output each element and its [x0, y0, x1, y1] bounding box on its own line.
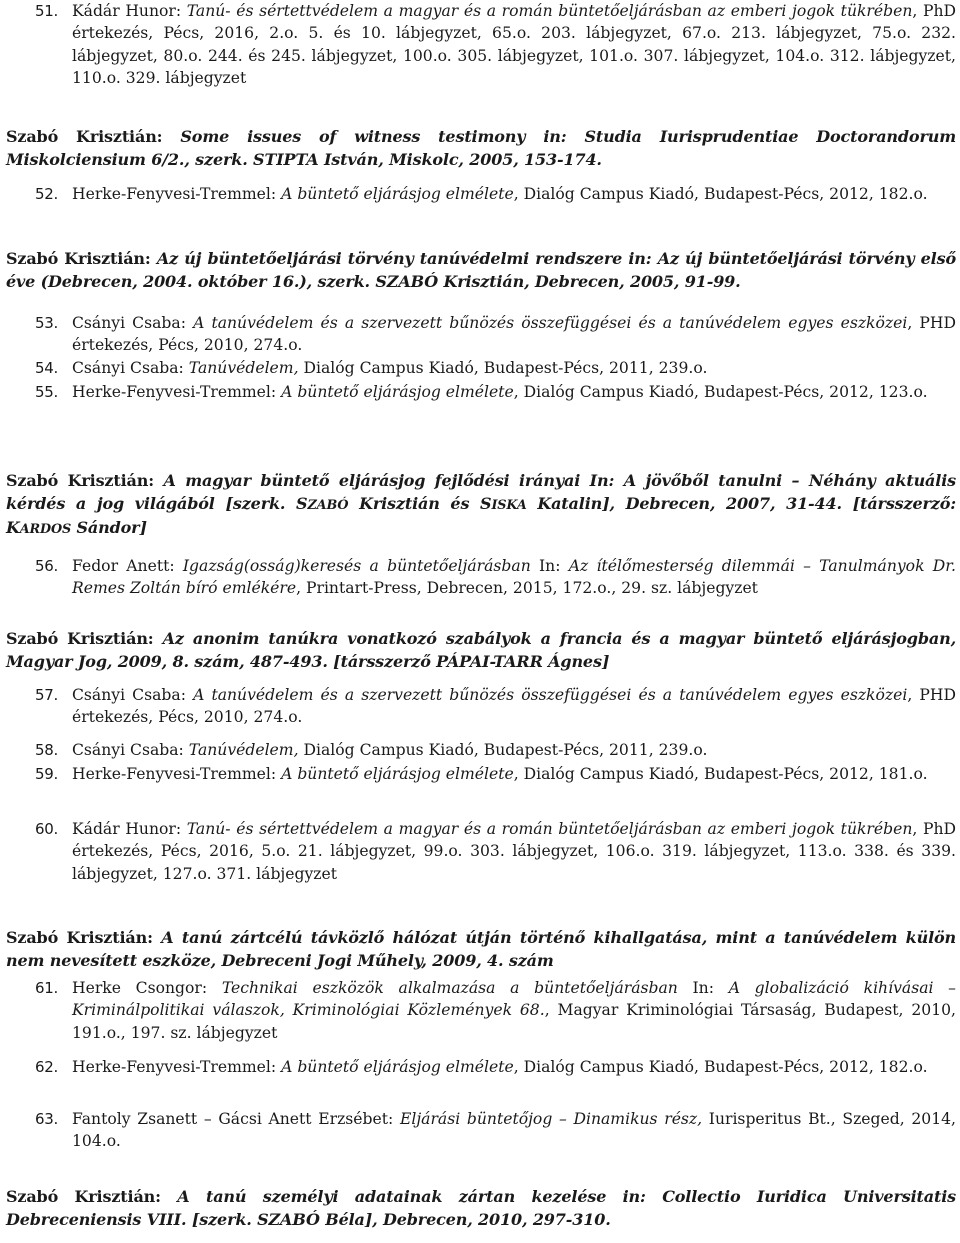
citation-title: Technikai eszközök alkalmazása a büntetőeljárásban — [221, 979, 678, 997]
citation-number: 51. — [35, 2, 58, 20]
citation-title: A büntető eljárásjog elmélete — [281, 383, 514, 401]
citation-text: Az anonim tanúkra vonatkozó szabályok a francia és a magyar büntető eljárásjogban, Magyar Jog, 2009, 8. szám, 487-493. [társszerző PÁPAI-TARR Ágnes] — [6, 629, 956, 671]
citation-text: Kádár Hunor: — [72, 820, 187, 838]
citation-text: Kádár Hunor: — [72, 2, 187, 20]
citation-item — [0, 763, 956, 785]
citation-title: Tanú- és sértettvédelem a magyar és a román büntetőeljárásban az emberi jogok tükrében — [186, 820, 913, 838]
citation-text: Csányi Csaba: — [72, 314, 194, 332]
heading-author: Szabó Krisztián: — [6, 1187, 178, 1206]
publication-heading — [6, 470, 956, 542]
citation-item — [0, 1108, 956, 1153]
citation-text: A magyar büntető eljárásjog fejlődési irányai In: A jövőből tanulni – Néhány aktuális kérdés a jog világából [szerk. S — [6, 471, 956, 513]
heading-author: Szabó Krisztián: — [6, 471, 164, 490]
citation-text: , Dialóg Campus Kiadó, Budapest-Pécs, 2012, 182.o. — [513, 185, 928, 203]
citation-text: Krisztián és S — [348, 493, 492, 513]
citation-text: A tanú zártcélú távközlő hálózat útján történő kihallgatása, mint a tanúvédelem külön nem nevesített eszköze, Debreceni Jogi Műhely, 2009, 4. szám — [6, 928, 956, 970]
publication-heading — [6, 628, 956, 673]
citation-text: ARDOS — [19, 522, 72, 538]
citation-text: Az új büntetőeljárási törvény tanúvédelmi rendszere in: Az új büntetőeljárási törvény első éve (Debrecen, 2004. október 16.), szerk. SZABÓ Krisztián, Debrecen, 2005, 91-99. — [6, 249, 956, 291]
heading-author: Szabó Krisztián: — [6, 249, 157, 268]
citation-item — [0, 357, 956, 379]
citation-text: Iurisperitus Bt., Szeged, 2014, 104.o. — [72, 1110, 957, 1151]
citation-number: 58. — [35, 741, 58, 759]
citation-text: ZABÓ — [307, 497, 349, 513]
citation-text: Dialóg Campus Kiadó, Budapest-Pécs, 2011, 239.o. — [298, 741, 708, 759]
citation-number: 56. — [35, 557, 58, 575]
citation-text: Sándor] — [71, 518, 147, 538]
publication-heading — [6, 126, 956, 171]
citation-number: 54. — [35, 359, 58, 377]
citation-number: 53. — [35, 314, 58, 332]
citation-number: 61. — [35, 979, 58, 997]
citation-title: A tanúvédelem és a szervezett bűnözés összefüggései és a tanúvédelem egyes eszközei — [193, 314, 908, 332]
citation-text: , Dialóg Campus Kiadó, Budapest-Pécs, 2012, 181.o. — [513, 765, 928, 783]
citation-number: 59. — [35, 765, 58, 783]
citation-text: ISKA — [491, 497, 527, 513]
citation-item — [0, 183, 956, 205]
citation-item — [0, 1056, 956, 1078]
publication-heading — [6, 1186, 956, 1231]
citation-text: Fedor Anett: — [72, 557, 183, 575]
citation-text: , PHD értekezés, Pécs, 2010, 274.o. — [72, 314, 956, 355]
citation-item — [0, 0, 956, 90]
citation-text: , PhD értekezés, Pécs, 2016, 5.o. 21. lábjegyzet, 99.o. 303. lábjegyzet, 106.o. 319. lábjegyzet, 113.o. 338. és 339. lábjegyzet, 127.o. 371. lábjegyzet — [72, 820, 957, 883]
citation-item — [0, 555, 956, 600]
citation-text: Herke-Fenyvesi-Tremmel: — [72, 1058, 282, 1076]
citation-text: A tanú személyi adatainak zártan kezelése in: Collectio Iuridica Universitatis Debreceniensis VIII. [szerk. SZABÓ Béla], Debrecen, 2010, 297-310. — [6, 1187, 957, 1229]
citation-title: A tanúvédelem és a szervezett bűnözés összefüggései és a tanúvédelem egyes eszközei — [193, 686, 908, 704]
citation-number: 63. — [35, 1110, 58, 1128]
citation-text: Csányi Csaba: — [72, 359, 189, 377]
citation-title: Igazság(osság)keresés a büntetőeljárásban — [182, 557, 531, 575]
citation-text: Herke-Fenyvesi-Tremmel: — [72, 765, 282, 783]
citation-text: Csányi Csaba: — [72, 686, 194, 704]
citation-text: , PhD értekezés, Pécs, 2016, 2.o. 5. és 10. lábjegyzet, 65.o. 203. lábjegyzet, 67.o. 213. lábjegyzet, 75.o. 232. lábjegyzet, 80.o. 244. és 245. lábjegyzet, 100.o. 305. lábjegyzet, 101.o. 307. lábjegyzet, 104.o. 312. lábjegyzet, 110.o. 329. lábjegyzet — [72, 2, 957, 88]
heading-author: Szabó Krisztián: — [6, 127, 181, 146]
citation-text: Herke-Fenyvesi-Tremmel: — [72, 383, 282, 401]
citation-text: , Dialóg Campus Kiadó, Budapest-Pécs, 2012, 182.o. — [513, 1058, 928, 1076]
citation-text: , Magyar Kriminológiai Társaság, Budapest, 2010, 191.o., 197. sz. lábjegyzet — [72, 1001, 957, 1042]
citation-number: 62. — [35, 1058, 58, 1076]
heading-author: Szabó Krisztián: — [6, 928, 162, 947]
citation-title: Eljárási büntetőjog – Dinamikus rész, — [399, 1110, 703, 1128]
citation-title: Tanúvédelem, — [188, 741, 299, 759]
citation-text: Fantoly Zsanett – Gácsi Anett Erzsébet: — [72, 1110, 400, 1128]
citation-title: A büntető eljárásjog elmélete — [281, 765, 514, 783]
citation-text: , PHD értekezés, Pécs, 2010, 274.o. — [72, 686, 956, 727]
citation-number: 52. — [35, 185, 58, 203]
citation-title: A büntető eljárásjog elmélete — [281, 185, 514, 203]
citation-item — [0, 381, 956, 403]
publication-heading — [6, 248, 956, 293]
citation-text: Csányi Csaba: — [72, 741, 189, 759]
citation-item — [0, 977, 956, 1044]
citation-number: 55. — [35, 383, 58, 401]
citation-text: In: — [677, 979, 729, 997]
citation-text: , Printart-Press, Debrecen, 2015, 172.o., 29. sz. lábjegyzet — [296, 579, 758, 598]
citation-item — [0, 818, 956, 885]
citation-text: Dialóg Campus Kiadó, Budapest-Pécs, 2011, 239.o. — [298, 359, 708, 377]
heading-author: Szabó Krisztián: — [6, 629, 163, 648]
citation-title: A büntető eljárásjog elmélete — [281, 1058, 514, 1076]
citation-text: Katalin], Debrecen, 2007, 31-44. [társszerző: K — [6, 493, 956, 538]
citation-title: Az ítélőmesterség dilemmái – Tanulmányok Dr. Remes Zoltán bíró emlékére — [72, 557, 956, 598]
citation-text: , Dialóg Campus Kiadó, Budapest-Pécs, 2012, 123.o. — [513, 383, 928, 401]
citation-item — [0, 684, 956, 729]
citation-text: Herke-Fenyvesi-Tremmel: — [72, 185, 282, 203]
citation-number: 60. — [35, 820, 58, 838]
citation-number: 57. — [35, 686, 58, 704]
publication-heading — [6, 927, 956, 972]
citation-title: A globalizáció kihívásai – Kriminálpolitikai válaszok, Kriminológiai Közlemények 68. — [72, 979, 956, 1020]
citation-text: In: — [530, 557, 569, 575]
citation-item — [0, 739, 956, 761]
citation-item — [0, 312, 956, 357]
citation-text: Some issues of witness testimony in: Studia Iurisprudentiae Doctorandorum Miskolciensium 6/2., szerk. STIPTA István, Miskolc, 2005, 153-174. — [6, 127, 956, 169]
citation-title: Tanú- és sértettvédelem a magyar és a román büntetőeljárásban az emberi jogok tükrében — [186, 2, 913, 20]
citation-text: Herke Csongor: — [72, 979, 222, 997]
citation-title: Tanúvédelem, — [188, 359, 299, 377]
